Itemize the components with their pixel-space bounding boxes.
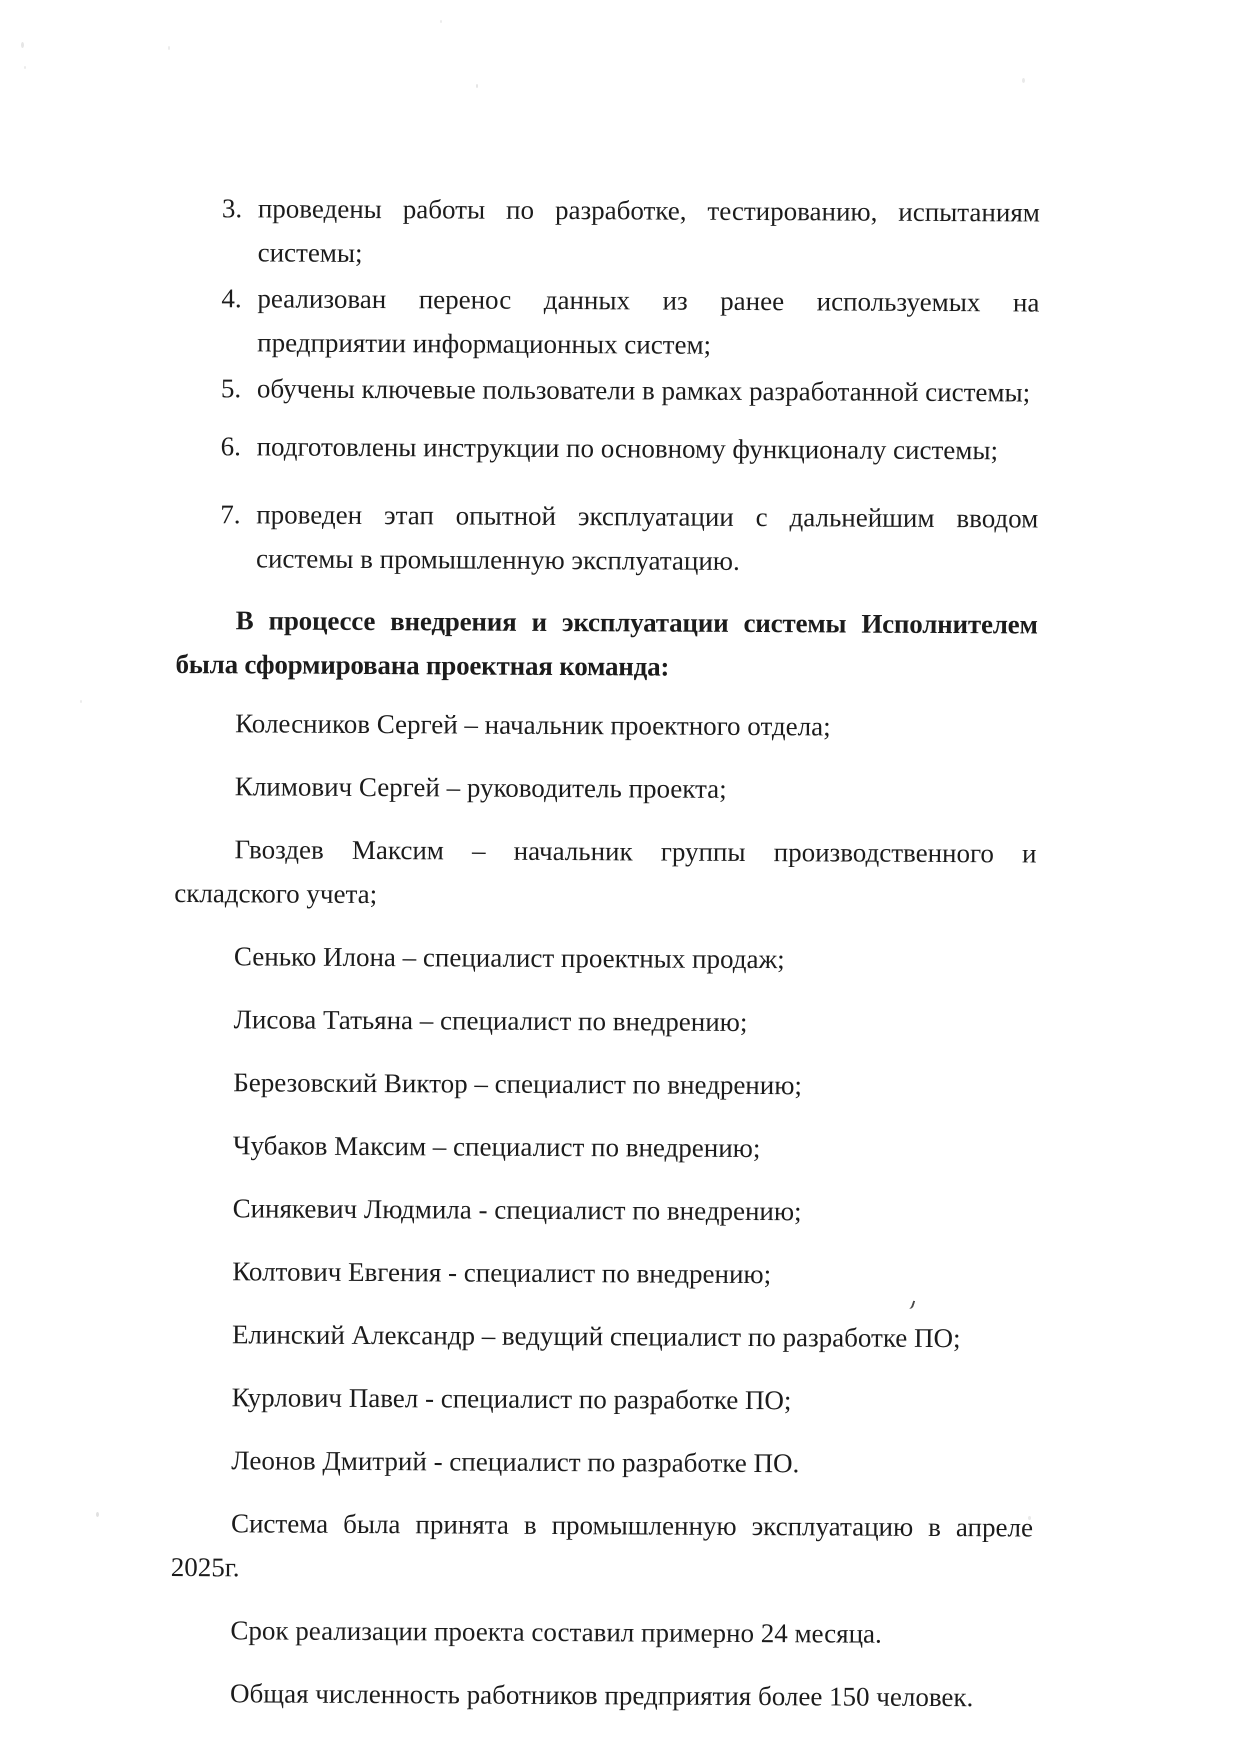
team-member: Колтович Евгения - специалист по внедрению; xyxy=(232,1256,772,1290)
list-item xyxy=(221,276,1039,368)
list-item-text: проведены работы по разработке, тестированию, испытаниям системы; xyxy=(257,193,1040,268)
scan-artifact xyxy=(1022,78,1025,83)
team-member: Лисова Татьяна – специалист по внедрению; xyxy=(233,1004,748,1037)
team-intro-paragraph: В процессе внедрения и эксплуатации системы Исполнителем была сформирована проектная команда: xyxy=(175,605,1038,682)
list-item-text: проведен этап опытной эксплуатации с дальнейшим вводом системы в промышленную эксплуатацию. xyxy=(255,499,1039,576)
scan-artifact xyxy=(440,20,442,23)
team-member: Курлович Павел - специалист по разработке ПО; xyxy=(231,1382,792,1416)
team-member: Сенько Илона – специалист проектных продаж; xyxy=(233,941,785,975)
list-item-number: 4. xyxy=(221,283,242,314)
list-item xyxy=(221,366,1039,414)
list-item-number: 7. xyxy=(220,499,241,530)
list-item-text: подготовлены инструкции по основному функционалу системы; xyxy=(256,431,999,466)
team-member: Березовский Виктор – специалист по внедрению; xyxy=(233,1067,803,1101)
closing-paragraph: Система была принята в промышленную эксплуатацию в апреле 2025г. xyxy=(170,1508,1034,1583)
list-item xyxy=(221,424,1039,472)
list-item xyxy=(220,492,1038,584)
document-content xyxy=(170,186,1040,1738)
scan-artifact xyxy=(476,84,478,88)
list-item-number: 3. xyxy=(221,193,243,224)
team-member: Елинский Александр – ведущий специалист по разработке ПО; xyxy=(231,1319,961,1354)
closing-paragraph: Общая численность работников предприятия более 150 человек. xyxy=(230,1678,974,1713)
team-member: Колесников Сергей – начальник проектного отдела; xyxy=(235,708,831,742)
scan-artifact xyxy=(24,66,26,69)
team-member: Климович Сергей – руководитель проекта; xyxy=(234,771,727,804)
list-item-text: реализован перенос данных из ранее используемых на предприятии информационных систем; xyxy=(257,283,1040,360)
list-item-number: 5. xyxy=(220,373,242,404)
team-member: Чубаков Максим – специалист по внедрению; xyxy=(232,1130,761,1164)
list-item xyxy=(222,186,1040,278)
team-member: Гвоздев Максим – начальник группы производственного и складского учета; xyxy=(174,834,1037,910)
scan-artifact xyxy=(1028,1516,1031,1520)
scan-artifact xyxy=(80,700,82,703)
team-member: Леонов Дмитрий - специалист по разработке ПО. xyxy=(231,1445,800,1479)
scan-artifact xyxy=(168,46,170,50)
completed-works-list xyxy=(176,186,1040,585)
list-item-number: 6. xyxy=(220,431,241,462)
list-item-text: обучены ключевые пользователи в рамках разработанной системы; xyxy=(256,373,1031,408)
closing-paragraph: Срок реализации проекта составил примерно 24 месяца. xyxy=(230,1615,882,1649)
scan-artifact xyxy=(96,1512,99,1517)
team-member: Синякевич Людмила - специалист по внедрению; xyxy=(232,1193,802,1227)
scan-artifact xyxy=(21,42,24,48)
